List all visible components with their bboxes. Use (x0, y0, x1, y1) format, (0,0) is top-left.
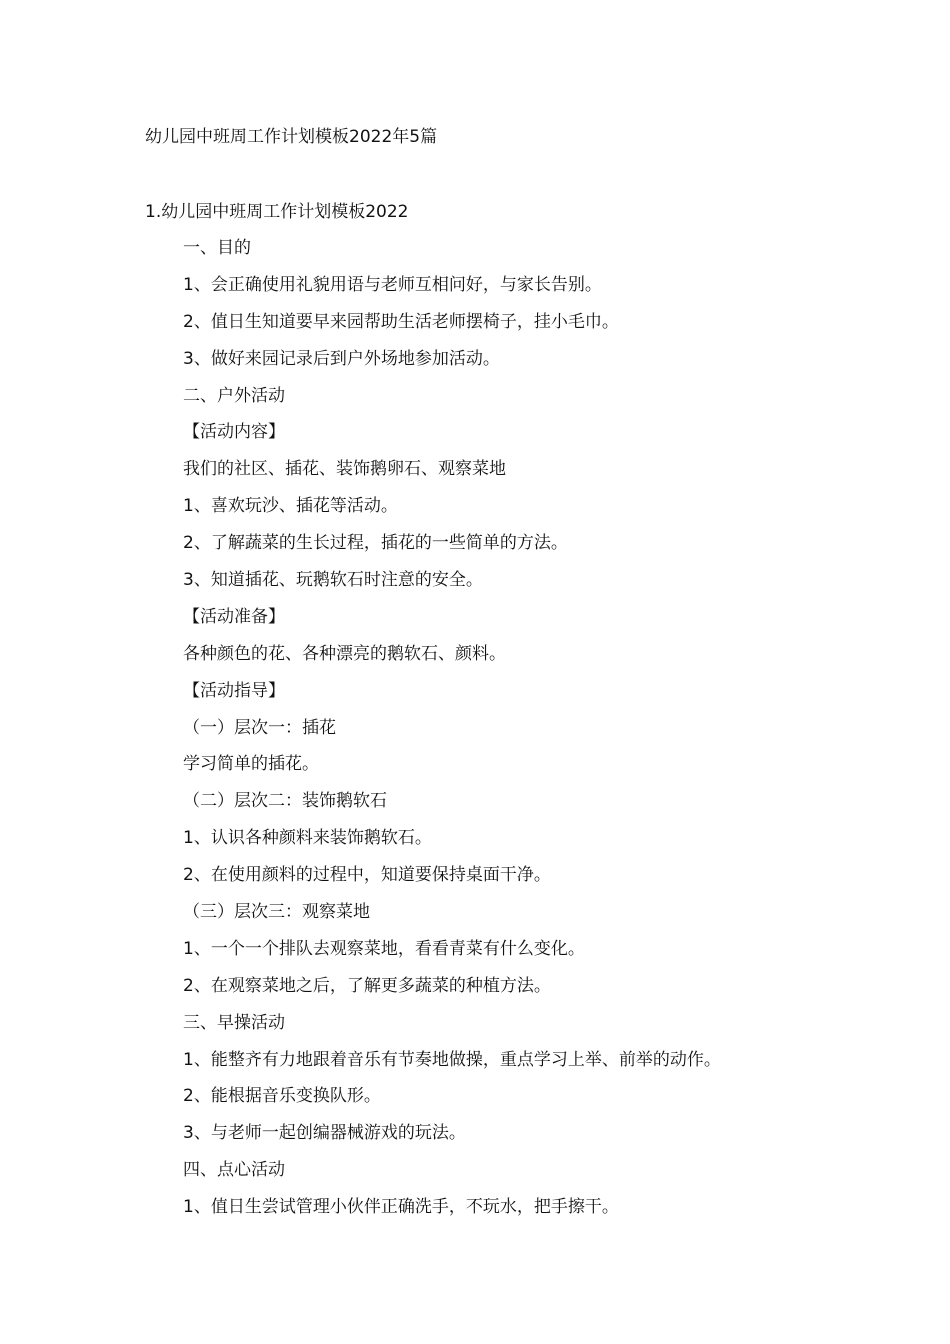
heading-purpose: 一、目的 (183, 238, 251, 258)
document-body (183, 235, 883, 1231)
paragraph-line: 各种颜色的花、各种漂亮的鹅软石、颜料。 (183, 643, 506, 664)
paragraph-line: 1、喜欢玩沙、插花等活动。 (183, 496, 398, 517)
paragraph-line: 2、了解蔬菜的生长过程，插花的一些简单的方法。 (183, 533, 568, 554)
paragraph-line: 1、能整齐有力地跟着音乐有节奏地做操，重点学习上举、前举的动作。 (183, 1049, 721, 1070)
paragraph-line: 1、一个一个排队去观察菜地，看看青菜有什么变化。 (183, 938, 585, 959)
section-title: 1.幼儿园中班周工作计划模板2022 (145, 202, 409, 222)
subheading-activity-guidance: 【活动指导】 (183, 680, 285, 701)
paragraph-line: 2、在观察菜地之后，了解更多蔬菜的种植方法。 (183, 975, 551, 996)
heading-snack-activity: 四、点心活动 (183, 1160, 285, 1181)
subheading-activity-content: 【活动内容】 (183, 422, 285, 443)
paragraph-line: 1、会正确使用礼貌用语与老师互相问好，与家长告别。 (183, 274, 602, 295)
paragraph-line: 3、知道插花、玩鹅软石时注意的安全。 (183, 570, 483, 591)
paragraph-line: 3、做好来园记录后到户外场地参加活动。 (183, 348, 500, 369)
document-title: 幼儿园中班周工作计划模板2022年5篇 (145, 127, 438, 147)
paragraph-line: 2、在使用颜料的过程中，知道要保持桌面干净。 (183, 865, 551, 886)
paragraph-line: 3、与老师一起创编器械游戏的玩法。 (183, 1123, 466, 1144)
level-one-title: （一）层次一：插花 (183, 717, 336, 738)
heading-outdoor-activity: 二、户外活动 (183, 385, 285, 406)
paragraph-line: 2、值日生知道要早来园帮助生活老师摆椅子，挂小毛巾。 (183, 311, 619, 332)
paragraph-line: 2、能根据音乐变换队形。 (183, 1086, 381, 1107)
paragraph-line: 1、值日生尝试管理小伙伴正确洗手，不玩水，把手擦干。 (183, 1197, 619, 1218)
level-three-title: （三）层次三：观察菜地 (183, 902, 370, 923)
paragraph-line: 学习简单的插花。 (183, 754, 319, 775)
paragraph-line: 1、认识各种颜料来装饰鹅软石。 (183, 828, 432, 849)
level-two-title: （二）层次二：装饰鹅软石 (183, 791, 387, 812)
paragraph-line: 我们的社区、插花、装饰鹅卵石、观察菜地 (183, 459, 506, 480)
subheading-activity-preparation: 【活动准备】 (183, 606, 285, 627)
heading-morning-exercise: 三、早操活动 (183, 1012, 285, 1033)
